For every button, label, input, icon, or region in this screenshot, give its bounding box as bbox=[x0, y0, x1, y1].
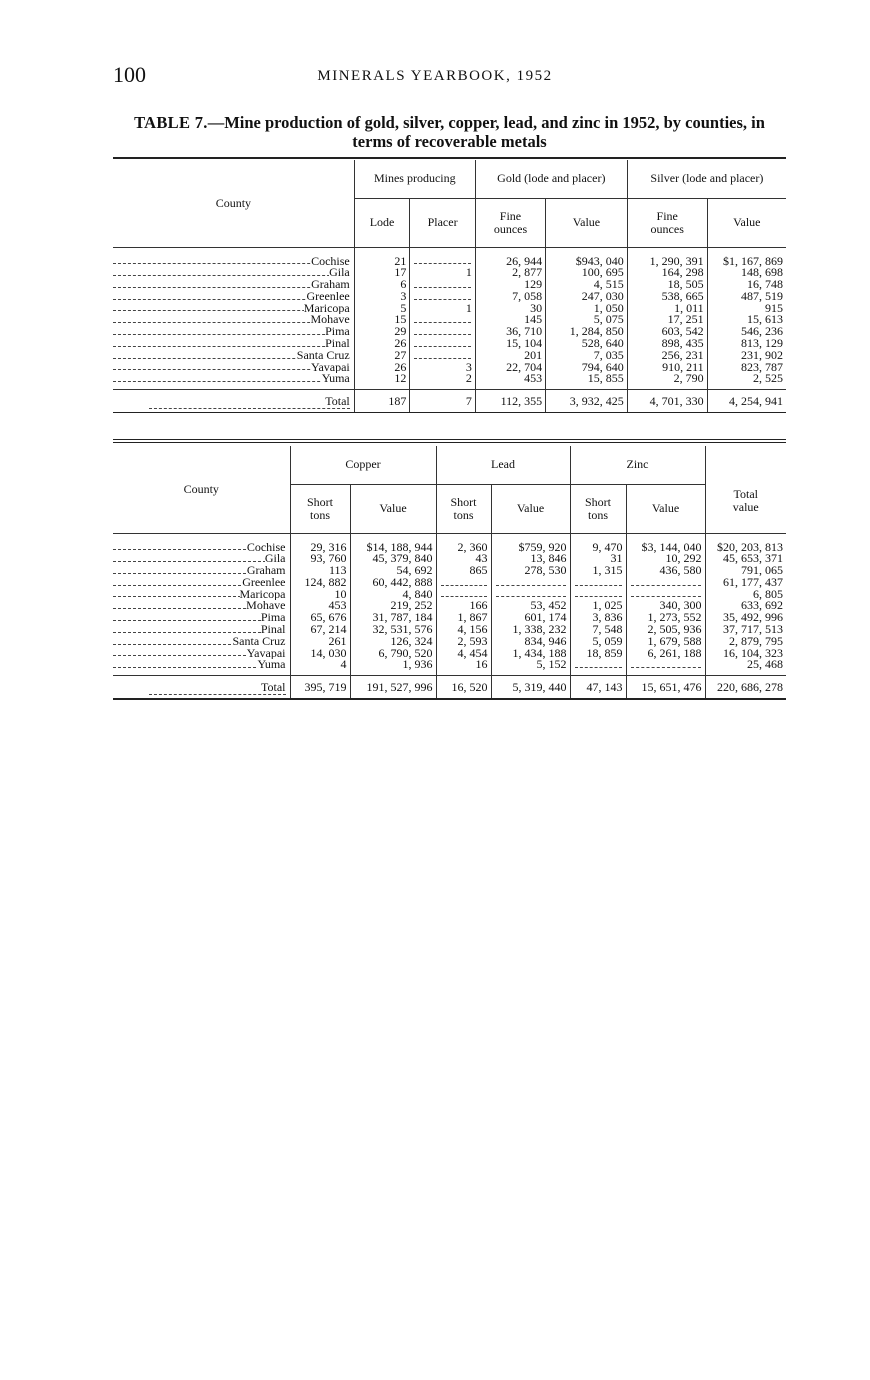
county-name: Mohave bbox=[246, 600, 286, 613]
copper-tons-cell: 67, 214 bbox=[290, 624, 350, 636]
total-row bbox=[113, 390, 786, 413]
gold-value-cell: 1, 284, 850 bbox=[546, 326, 628, 338]
zinc-tons-cell: 7, 548 bbox=[570, 624, 626, 636]
county-cell bbox=[113, 279, 354, 291]
placer-cell bbox=[410, 326, 475, 338]
county-cell bbox=[113, 350, 354, 362]
top-rule bbox=[113, 157, 786, 159]
zinc-tons-cell: 1, 025 bbox=[570, 600, 626, 612]
county-name: Maricopa bbox=[303, 302, 350, 315]
lead-value-cell bbox=[491, 577, 570, 589]
county-cell bbox=[113, 612, 290, 624]
total-value-cell: 791, 065 bbox=[741, 563, 783, 578]
county-cell bbox=[113, 600, 290, 612]
base-metals-table bbox=[113, 446, 786, 698]
county-name: Santa Cruz bbox=[296, 349, 350, 362]
county-cell bbox=[113, 338, 354, 350]
copper-short-tons-header: Short tons bbox=[290, 484, 350, 533]
county-name: Pinal bbox=[325, 338, 350, 350]
lode-cell: 29 bbox=[354, 326, 410, 338]
silver-value-cell: 2, 525 bbox=[753, 371, 783, 386]
lead-tons-cell: 166 bbox=[436, 600, 491, 612]
county-name: Maricopa bbox=[239, 588, 286, 601]
zinc-tons-cell: 18, 859 bbox=[570, 648, 626, 660]
silver-value-cell: 15, 613 bbox=[747, 312, 783, 327]
copper-value-cell: 219, 252 bbox=[350, 600, 436, 612]
lode-cell: 26 bbox=[354, 362, 410, 374]
lead-tons-cell bbox=[436, 577, 491, 589]
placer-cell bbox=[410, 338, 475, 350]
gold-value-cell: $943, 040 bbox=[546, 256, 628, 268]
total-value-cell: $20, 203, 813 bbox=[717, 539, 783, 554]
gold-oz-cell: 2, 877 bbox=[475, 267, 545, 279]
table-bottom-rule bbox=[113, 412, 786, 413]
silver-oz-cell: 910, 211 bbox=[627, 362, 707, 374]
county-cell bbox=[113, 291, 354, 303]
table-row bbox=[113, 589, 786, 601]
silver-oz-cell: 1, 011 bbox=[627, 303, 707, 315]
county-cell bbox=[113, 303, 354, 315]
lode-cell: 27 bbox=[354, 350, 410, 362]
gold-header: Gold (lode and placer) bbox=[475, 160, 627, 198]
lode-cell: 21 bbox=[354, 256, 410, 268]
county-cell bbox=[113, 362, 354, 374]
lead-tons-cell: 4, 156 bbox=[436, 624, 491, 636]
county-name: Total bbox=[325, 394, 350, 409]
lode-cell: 187 bbox=[354, 390, 410, 413]
total-value-cell: 6, 805 bbox=[753, 586, 783, 601]
county-header: County bbox=[113, 160, 354, 247]
copper-value-header: Value bbox=[350, 484, 436, 533]
lead-value-cell: 278, 530 bbox=[491, 565, 570, 577]
county-name: Yavapai bbox=[246, 647, 286, 660]
running-head: MINERALS YEARBOOK, 1952 bbox=[317, 68, 553, 84]
zinc-value-header: Value bbox=[626, 484, 705, 533]
county-name: Cochise bbox=[311, 255, 350, 268]
total-value-header: Total value bbox=[705, 446, 786, 533]
lode-cell: 17 bbox=[354, 267, 410, 279]
copper-value-cell: 126, 324 bbox=[350, 636, 436, 648]
copper-tons-cell: 395, 719 bbox=[290, 676, 350, 699]
county-cell bbox=[113, 676, 290, 699]
lead-value-cell: 13, 846 bbox=[491, 553, 570, 565]
zinc-value-cell: 6, 261, 188 bbox=[626, 648, 705, 660]
gold-value-cell: 15, 855 bbox=[546, 373, 628, 385]
zinc-header: Zinc bbox=[570, 446, 705, 484]
placer-cell bbox=[410, 256, 475, 268]
zinc-value-cell: 436, 580 bbox=[626, 565, 705, 577]
gold-value-cell: 247, 030 bbox=[546, 291, 628, 303]
silver-header: Silver (lode and placer) bbox=[627, 160, 786, 198]
lead-value-cell: 1, 434, 188 bbox=[491, 648, 570, 660]
placer-cell bbox=[410, 314, 475, 326]
gold-oz-cell: 201 bbox=[475, 350, 545, 362]
copper-header: Copper bbox=[290, 446, 436, 484]
zinc-value-cell: 2, 505, 936 bbox=[626, 624, 705, 636]
copper-value-cell: 31, 787, 184 bbox=[350, 612, 436, 624]
zinc-value-cell: 10, 292 bbox=[626, 553, 705, 565]
county-cell bbox=[113, 390, 354, 413]
gold-value-cell: 7, 035 bbox=[546, 350, 628, 362]
county-name: Yavapai bbox=[310, 361, 350, 374]
mines-producing-header: Mines producing bbox=[354, 160, 475, 198]
lead-tons-cell: 2, 360 bbox=[436, 542, 491, 554]
gold-oz-cell: 7, 058 bbox=[475, 291, 545, 303]
copper-tons-cell: 261 bbox=[290, 636, 350, 648]
zinc-tons-cell: 47, 143 bbox=[570, 676, 626, 699]
copper-value-cell: 60, 442, 888 bbox=[350, 577, 436, 589]
table-row bbox=[113, 659, 786, 671]
silver-oz-cell: 256, 231 bbox=[627, 350, 707, 362]
gold-value-cell: 3, 932, 425 bbox=[546, 390, 628, 413]
gold-oz-cell: 30 bbox=[475, 303, 545, 315]
county-cell bbox=[113, 326, 354, 338]
copper-value-cell: 191, 527, 996 bbox=[350, 676, 436, 699]
total-value-cell: 37, 717, 513 bbox=[723, 622, 783, 637]
zinc-tons-cell bbox=[570, 659, 626, 671]
zinc-tons-cell bbox=[570, 589, 626, 601]
placer-cell: 1 bbox=[410, 267, 475, 279]
lead-value-cell: 5, 319, 440 bbox=[491, 676, 570, 699]
silver-value-header: Value bbox=[707, 198, 786, 247]
county-name: Graham bbox=[311, 279, 350, 291]
copper-tons-cell: 453 bbox=[290, 600, 350, 612]
county-cell bbox=[113, 314, 354, 326]
silver-value-cell: 915 bbox=[765, 300, 783, 315]
lead-tons-cell: 4, 454 bbox=[436, 648, 491, 660]
county-cell bbox=[113, 577, 290, 589]
zinc-value-cell bbox=[626, 589, 705, 601]
total-value-cell: 220, 686, 278 bbox=[705, 676, 786, 699]
lead-short-tons-header: Short tons bbox=[436, 484, 491, 533]
copper-value-cell: 32, 531, 576 bbox=[350, 624, 436, 636]
total-value-cell: 25, 468 bbox=[747, 657, 783, 672]
zinc-tons-cell: 5, 059 bbox=[570, 636, 626, 648]
copper-tons-cell: 29, 316 bbox=[290, 542, 350, 554]
county-name: Total bbox=[261, 680, 286, 695]
placer-cell bbox=[410, 350, 475, 362]
zinc-tons-cell bbox=[570, 577, 626, 589]
placer-header: Placer bbox=[410, 198, 475, 247]
silver-oz-cell: 603, 542 bbox=[627, 326, 707, 338]
silver-oz-cell: 17, 251 bbox=[627, 314, 707, 326]
gold-value-cell: 5, 075 bbox=[546, 314, 628, 326]
county-cell bbox=[113, 624, 290, 636]
copper-value-cell: 4, 840 bbox=[350, 589, 436, 601]
county-name: Pima bbox=[325, 326, 350, 339]
county-cell bbox=[113, 589, 290, 601]
county-cell bbox=[113, 542, 290, 554]
table-row bbox=[113, 565, 786, 577]
county-name: Greenlee bbox=[306, 290, 350, 303]
silver-oz-cell: 1, 290, 391 bbox=[627, 256, 707, 268]
silver-fine-ounces-header: Fine ounces bbox=[627, 198, 707, 247]
lode-header: Lode bbox=[354, 198, 410, 247]
county-cell bbox=[113, 659, 290, 671]
gold-fine-ounces-header: Fine ounces bbox=[475, 198, 545, 247]
table-row bbox=[113, 577, 786, 589]
gold-value-cell: 100, 695 bbox=[546, 267, 628, 279]
placer-cell: 2 bbox=[410, 373, 475, 385]
table-label: TABLE 7. bbox=[134, 113, 208, 132]
zinc-tons-cell: 1, 315 bbox=[570, 565, 626, 577]
county-name: Mohave bbox=[310, 314, 350, 327]
county-name: Gila bbox=[329, 267, 350, 280]
zinc-value-cell bbox=[626, 577, 705, 589]
silver-value-cell: 16, 748 bbox=[747, 277, 783, 292]
spacer-cell bbox=[410, 247, 475, 256]
copper-tons-cell: 124, 882 bbox=[290, 577, 350, 589]
lead-value-cell: 5, 152 bbox=[491, 659, 570, 671]
zinc-tons-cell: 9, 470 bbox=[570, 542, 626, 554]
county-cell bbox=[113, 256, 354, 268]
lead-tons-cell: 2, 593 bbox=[436, 636, 491, 648]
gold-oz-cell: 36, 710 bbox=[475, 326, 545, 338]
spacer-cell bbox=[113, 533, 290, 542]
county-header: County bbox=[113, 446, 290, 533]
lead-tons-cell: 1, 867 bbox=[436, 612, 491, 624]
silver-value-cell: 546, 236 bbox=[741, 324, 783, 339]
lead-tons-cell: 16 bbox=[436, 659, 491, 671]
county-cell bbox=[113, 565, 290, 577]
lode-cell: 26 bbox=[354, 338, 410, 350]
copper-tons-cell: 4 bbox=[290, 659, 350, 671]
page-number: 100 bbox=[113, 62, 146, 87]
lead-tons-cell: 865 bbox=[436, 565, 491, 577]
total-value-cell: 16, 104, 323 bbox=[723, 645, 783, 660]
silver-value-cell: 823, 787 bbox=[741, 359, 783, 374]
county-cell bbox=[113, 636, 290, 648]
placer-cell: 1 bbox=[410, 303, 475, 315]
table-title bbox=[113, 113, 786, 151]
table-row bbox=[113, 648, 786, 660]
total-value-cell: 61, 177, 437 bbox=[723, 574, 783, 589]
gold-oz-cell: 453 bbox=[475, 373, 545, 385]
county-name: Santa Cruz bbox=[232, 635, 286, 648]
lode-cell: 6 bbox=[354, 279, 410, 291]
total-row bbox=[113, 676, 786, 699]
copper-value-cell: 45, 379, 840 bbox=[350, 553, 436, 565]
copper-value-cell: $14, 188, 944 bbox=[350, 542, 436, 554]
gold-value-cell: 1, 050 bbox=[546, 303, 628, 315]
silver-value-cell: 487, 519 bbox=[741, 288, 783, 303]
silver-oz-cell: 164, 298 bbox=[627, 267, 707, 279]
lode-cell: 5 bbox=[354, 303, 410, 315]
lead-tons-cell: 43 bbox=[436, 553, 491, 565]
county-name: Pima bbox=[260, 612, 286, 625]
total-value-cell: 2, 879, 795 bbox=[729, 633, 783, 648]
lead-value-cell: 53, 452 bbox=[491, 600, 570, 612]
county-name: Yuma bbox=[257, 659, 286, 672]
gold-oz-cell: 129 bbox=[475, 279, 545, 291]
copper-tons-cell: 14, 030 bbox=[290, 648, 350, 660]
lead-value-cell: 1, 338, 232 bbox=[491, 624, 570, 636]
zinc-value-cell bbox=[626, 659, 705, 671]
gold-value-cell: 794, 640 bbox=[546, 362, 628, 374]
gold-oz-cell: 15, 104 bbox=[475, 338, 545, 350]
silver-value-cell: 231, 902 bbox=[741, 347, 783, 362]
placer-cell: 3 bbox=[410, 362, 475, 374]
lead-tons-cell: 16, 520 bbox=[436, 676, 491, 699]
section-divider bbox=[113, 439, 786, 443]
copper-value-cell: 54, 692 bbox=[350, 565, 436, 577]
zinc-tons-cell: 31 bbox=[570, 553, 626, 565]
silver-oz-cell: 18, 505 bbox=[627, 279, 707, 291]
lead-value-cell: 601, 174 bbox=[491, 612, 570, 624]
silver-value-cell: 813, 129 bbox=[741, 336, 783, 351]
copper-tons-cell: 65, 676 bbox=[290, 612, 350, 624]
gold-value-cell: 528, 640 bbox=[546, 338, 628, 350]
county-cell bbox=[113, 373, 354, 385]
zinc-value-cell: 1, 273, 552 bbox=[626, 612, 705, 624]
lead-value-cell: 834, 946 bbox=[491, 636, 570, 648]
lead-header: Lead bbox=[436, 446, 570, 484]
silver-value-cell: $1, 167, 869 bbox=[723, 253, 783, 268]
county-name: Yuma bbox=[321, 373, 350, 386]
lode-cell: 12 bbox=[354, 373, 410, 385]
lode-cell: 15 bbox=[354, 314, 410, 326]
county-cell bbox=[113, 267, 354, 279]
zinc-short-tons-header: Short tons bbox=[570, 484, 626, 533]
gold-oz-cell: 145 bbox=[475, 314, 545, 326]
silver-value-cell: 4, 254, 941 bbox=[707, 390, 786, 413]
copper-tons-cell: 10 bbox=[290, 589, 350, 601]
county-name: Gila bbox=[264, 553, 286, 566]
gold-oz-cell: 112, 355 bbox=[475, 390, 545, 413]
lead-tons-cell bbox=[436, 589, 491, 601]
table-bottom-rule bbox=[113, 698, 786, 700]
placer-cell bbox=[410, 279, 475, 291]
county-name: Cochise bbox=[246, 541, 286, 554]
gold-oz-cell: 22, 704 bbox=[475, 362, 545, 374]
gold-oz-cell: 26, 944 bbox=[475, 256, 545, 268]
county-name: Pinal bbox=[260, 624, 286, 636]
county-cell bbox=[113, 553, 290, 565]
placer-cell: 7 bbox=[410, 390, 475, 413]
county-cell bbox=[113, 648, 290, 660]
zinc-value-cell: 1, 679, 588 bbox=[626, 636, 705, 648]
copper-value-cell: 1, 936 bbox=[350, 659, 436, 671]
silver-oz-cell: 4, 701, 330 bbox=[627, 390, 707, 413]
silver-oz-cell: 2, 790 bbox=[627, 373, 707, 385]
silver-oz-cell: 898, 435 bbox=[627, 338, 707, 350]
zinc-value-cell: 340, 300 bbox=[626, 600, 705, 612]
total-value-cell: 633, 692 bbox=[741, 598, 783, 613]
gold-value-cell: 4, 515 bbox=[546, 279, 628, 291]
precious-metals-table bbox=[113, 160, 786, 412]
county-name: Graham bbox=[246, 565, 286, 577]
table-caption: —Mine production of gold, silver, copper, lead, and zinc in 1952, by counties, in terms of recoverable metals bbox=[207, 113, 765, 151]
table-row bbox=[113, 373, 786, 385]
lode-cell: 3 bbox=[354, 291, 410, 303]
silver-value-cell: 148, 698 bbox=[741, 265, 783, 280]
copper-tons-cell: 113 bbox=[290, 565, 350, 577]
zinc-value-cell: $3, 144, 040 bbox=[626, 542, 705, 554]
copper-value-cell: 6, 790, 520 bbox=[350, 648, 436, 660]
spacer-cell bbox=[113, 247, 354, 256]
lead-value-header: Value bbox=[491, 484, 570, 533]
county-name: Greenlee bbox=[242, 576, 286, 589]
gold-value-header: Value bbox=[546, 198, 628, 247]
lead-value-cell bbox=[491, 589, 570, 601]
placer-cell bbox=[410, 291, 475, 303]
total-value-cell: 35, 492, 996 bbox=[723, 610, 783, 625]
total-value-cell: 45, 653, 371 bbox=[723, 551, 783, 566]
zinc-value-cell: 15, 651, 476 bbox=[626, 676, 705, 699]
lead-value-cell: $759, 920 bbox=[491, 542, 570, 554]
copper-tons-cell: 93, 760 bbox=[290, 553, 350, 565]
zinc-tons-cell: 3, 836 bbox=[570, 612, 626, 624]
silver-oz-cell: 538, 665 bbox=[627, 291, 707, 303]
